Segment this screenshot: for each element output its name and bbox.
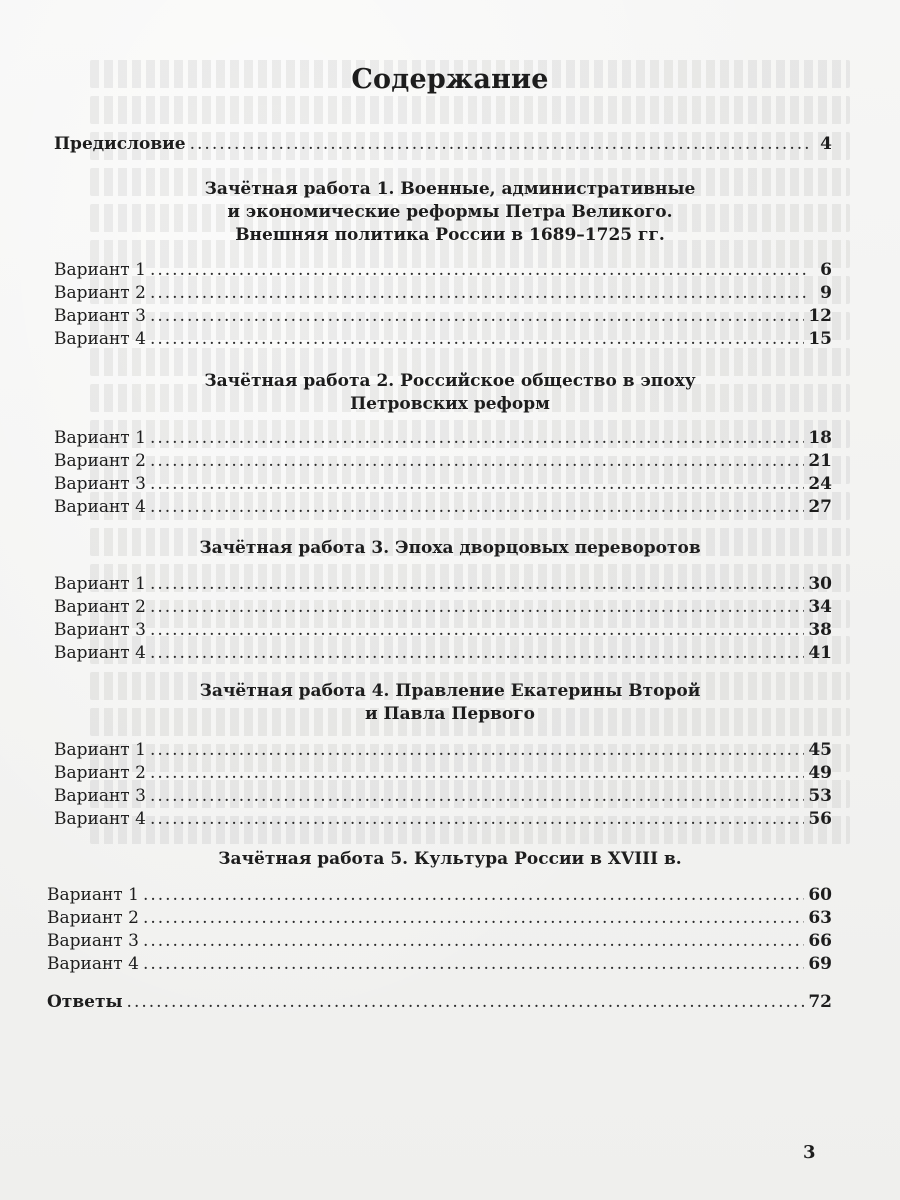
toc-entry-section1-variant4[interactable]: Вариант 4 ..... 15 xyxy=(54,328,832,350)
page-title: Содержание xyxy=(351,64,549,95)
toc-entry-section5-variant2[interactable]: Вариант 2 ..... 63 xyxy=(47,907,832,929)
toc-entry-section4-variant1[interactable]: Вариант 1 ..... 45 xyxy=(54,739,832,761)
toc-page-number: 72 xyxy=(808,992,832,1012)
toc-entry-section5-variant1[interactable]: Вариант 1 ..... 60 xyxy=(47,884,832,906)
toc-page-number: 4 xyxy=(820,134,832,154)
toc-entry-section3-variant2[interactable]: Вариант 2 ..... 34 xyxy=(54,596,832,618)
toc-entry-section1-variant2[interactable]: Вариант 2 ..... 9 xyxy=(54,282,832,304)
toc-entry-section4-variant2[interactable]: Вариант 2 ..... 49 xyxy=(54,762,832,784)
toc-entry-section5-variant3[interactable]: Вариант 3 ..... 66 xyxy=(47,930,832,952)
toc-entry-section3-variant3[interactable]: Вариант 3 ..... 38 xyxy=(54,619,832,641)
toc-entry-section2-variant4[interactable]: Вариант 4 ..... 27 xyxy=(54,496,832,518)
section-heading-1: Зачётная работа 1. Военные, административные и экономические реформы Петра Великого. Внешняя политика России в 1689–1725 гг. xyxy=(204,179,696,245)
section-heading-3: Зачётная работа 3. Эпоха дворцовых переворотов xyxy=(199,538,701,558)
toc-entry-section1-variant1[interactable]: Вариант 1 ..... 6 xyxy=(54,259,832,281)
toc-entry-section2-variant3[interactable]: Вариант 3 ..... 24 xyxy=(54,473,832,495)
toc-entry-section4-variant4[interactable]: Вариант 4 ..... 56 xyxy=(54,808,832,830)
page-number: 3 xyxy=(803,1142,816,1163)
toc-entry-section2-variant1[interactable]: Вариант 1 ..... 18 xyxy=(54,427,832,449)
toc-entry-section4-variant3[interactable]: Вариант 3 ..... 53 xyxy=(54,785,832,807)
toc-entry-section3-variant1[interactable]: Вариант 1 ..... 30 xyxy=(54,573,832,595)
toc-entry-preface[interactable] xyxy=(54,133,832,155)
toc-entry-section2-variant2[interactable]: Вариант 2 ..... 21 xyxy=(54,450,832,472)
toc-entry-section5-variant4[interactable]: Вариант 4 ..... 69 xyxy=(47,953,832,975)
toc-entry-section1-variant3[interactable]: Вариант 3 ..... 12 xyxy=(54,305,832,327)
leader-dots xyxy=(190,133,810,155)
toc-entry-label: Ответы xyxy=(47,992,123,1012)
toc-entry-section3-variant4[interactable]: Вариант 4 ..... 41 xyxy=(54,642,832,664)
toc-entry-answers[interactable] xyxy=(47,991,832,1013)
section-heading-2: Зачётная работа 2. Российское общество в эпоху Петровских реформ xyxy=(204,371,696,414)
section-heading-4: Зачётная работа 4. Правление Екатерины Второй и Павла Первого xyxy=(199,681,701,724)
toc-entry-label: Предисловие xyxy=(54,134,186,154)
leader-dots xyxy=(127,991,805,1013)
section-heading-5: Зачётная работа 5. Культура России в XVIII в. xyxy=(218,849,682,869)
